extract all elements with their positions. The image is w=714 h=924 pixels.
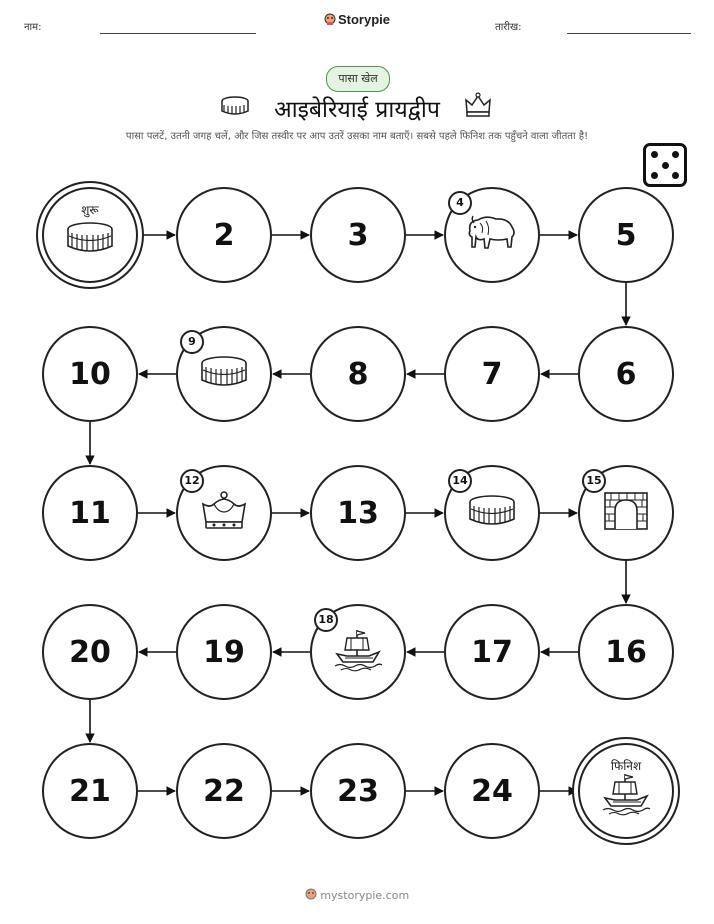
board-cell-24	[444, 743, 540, 839]
name-label: नाम:	[24, 22, 42, 33]
board-cell-1	[42, 187, 138, 283]
board-cell-22	[176, 743, 272, 839]
cell-number: 6	[615, 356, 637, 392]
instructions: पासा पलटें, उतनी जगह चलें, और जिस तस्वीर पर आप उतरें उसका नाम बताएँ। सबसे पहले फिनिश तक पहुँचने वाला जीतता है!	[125, 131, 589, 142]
cell-number-badge: 9	[180, 330, 204, 354]
board-cell-5	[578, 187, 674, 283]
cell-number-badge: 14	[448, 469, 472, 493]
cell-number: 8	[347, 356, 369, 392]
cell-number: 22	[203, 773, 245, 809]
board-cell-20	[42, 604, 138, 700]
cell-number: 17	[471, 634, 513, 670]
colosseum-icon	[199, 354, 249, 394]
date-label: तारीख:	[495, 22, 522, 33]
crown-icon	[200, 490, 248, 536]
board-cell-8	[310, 326, 406, 422]
mascot-icon	[305, 888, 317, 904]
cell-number-badge: 18	[314, 608, 338, 632]
board-cell-6	[578, 326, 674, 422]
start-label: शुरू	[81, 203, 99, 217]
cell-number: 10	[69, 356, 111, 392]
board-cell-11	[42, 465, 138, 561]
bison-icon	[464, 213, 520, 257]
cell-number: 24	[471, 773, 513, 809]
board-cell-13	[310, 465, 406, 561]
cell-number: 20	[69, 634, 111, 670]
cell-number: 3	[347, 217, 369, 253]
cell-number: 19	[203, 634, 245, 670]
cell-number: 11	[69, 495, 111, 531]
board-cell-16	[578, 604, 674, 700]
board-cell-7	[444, 326, 540, 422]
footer	[0, 888, 714, 904]
cell-number: 13	[337, 495, 379, 531]
ship-icon	[601, 772, 651, 820]
board-cell-2	[176, 187, 272, 283]
finish-label: फिनिश	[610, 759, 642, 773]
cell-number-badge: 4	[448, 191, 472, 215]
board-cell-23	[310, 743, 406, 839]
cell-number: 21	[69, 773, 111, 809]
brand-name: Storypie	[337, 12, 390, 27]
footer-url[interactable]: mystorypie.com	[320, 889, 410, 902]
cell-number: 7	[481, 356, 503, 392]
board-cell-25	[578, 743, 674, 839]
cell-number-badge: 12	[180, 469, 204, 493]
game-tag: पासा खेल	[326, 66, 390, 92]
page-title: आइबेरियाई प्रायद्वीप	[274, 97, 440, 123]
ship-icon	[333, 628, 383, 676]
cell-number: 2	[213, 217, 235, 253]
board-cell-19	[176, 604, 272, 700]
board-cell-17	[444, 604, 540, 700]
cell-number-badge: 15	[582, 469, 606, 493]
board-cell-3	[310, 187, 406, 283]
stone-arch-icon	[603, 491, 649, 535]
board-cell-10	[42, 326, 138, 422]
colosseum-icon	[65, 220, 115, 260]
colosseum-icon	[467, 493, 517, 533]
cell-number: 16	[605, 634, 647, 670]
cell-number: 5	[615, 217, 637, 253]
board-cell-21	[42, 743, 138, 839]
cell-number: 23	[337, 773, 379, 809]
